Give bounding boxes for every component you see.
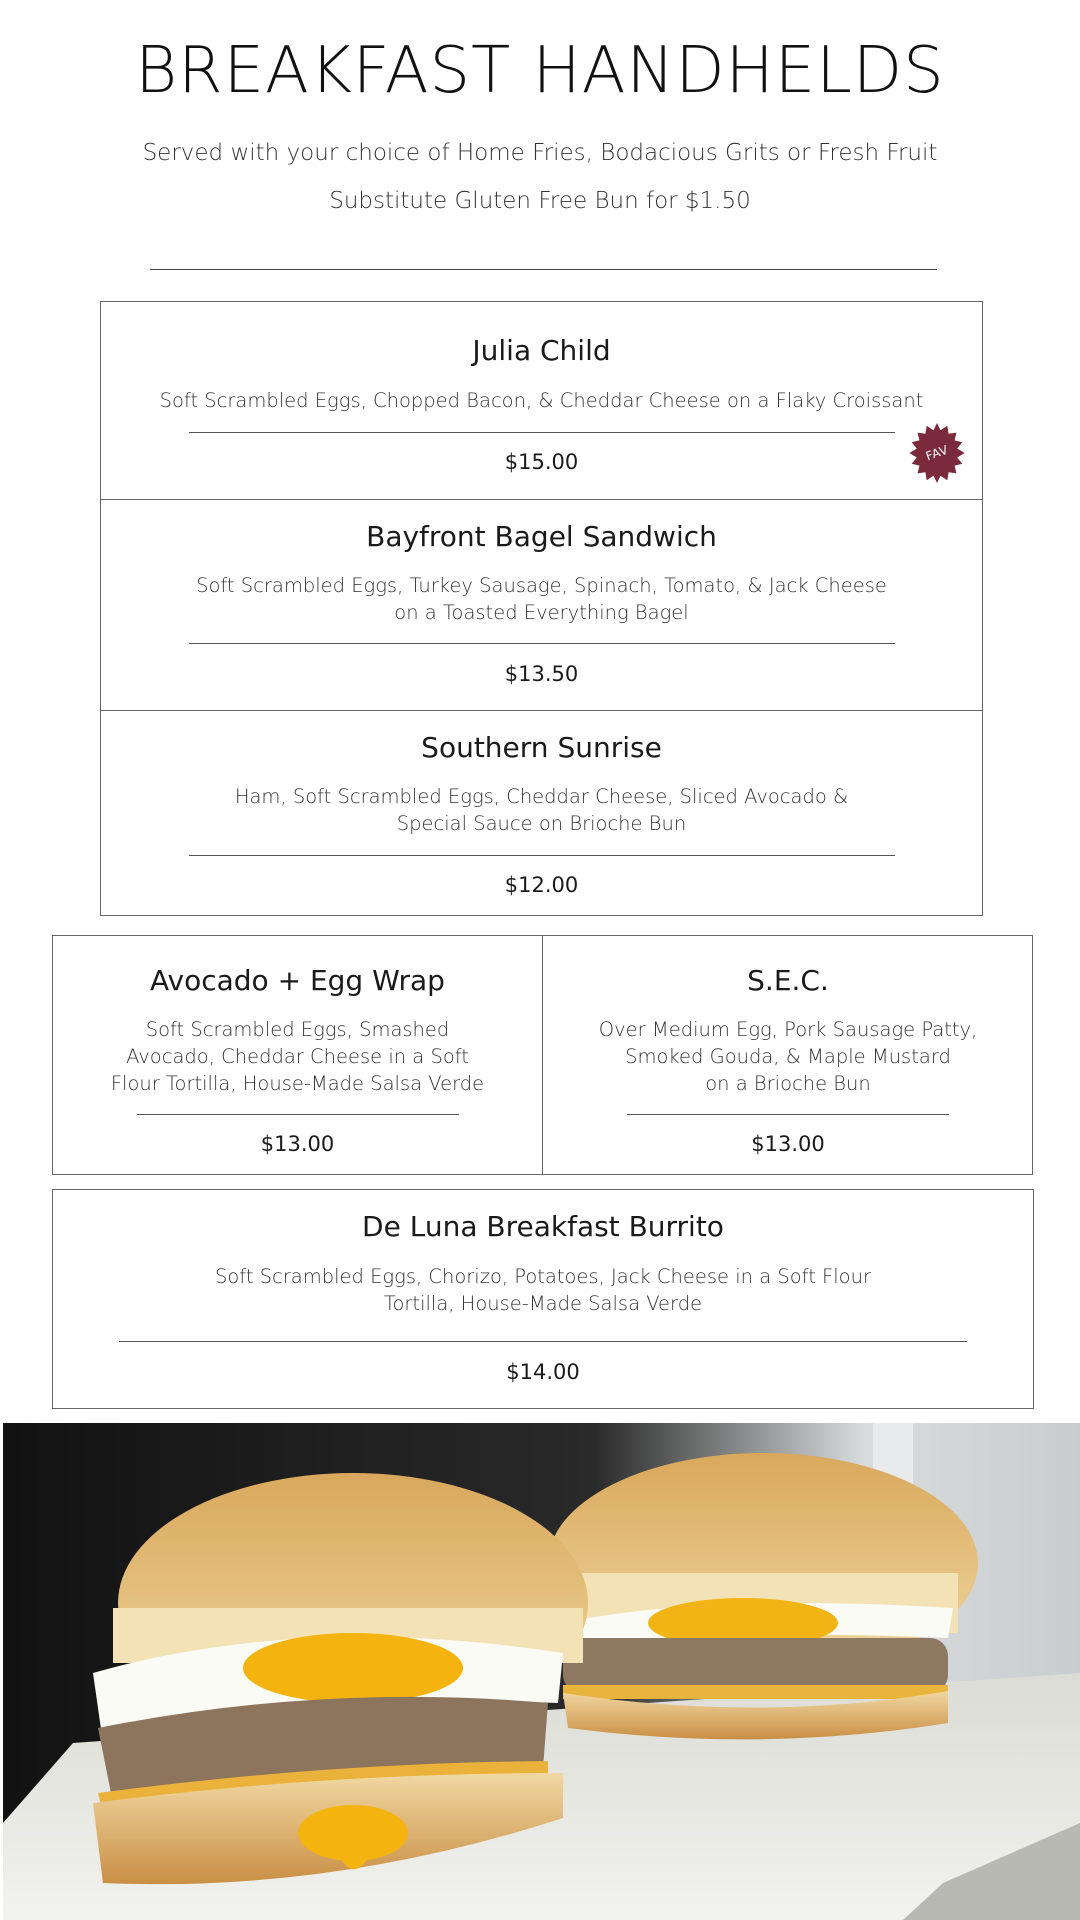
item-price: $14.00 bbox=[506, 1360, 580, 1384]
item-description-line: Soft Scrambled Eggs, Chorizo, Potatoes, Jack Cheese in a Soft Flour bbox=[215, 1265, 871, 1288]
fav-badge bbox=[906, 422, 968, 484]
item-name: Julia Child bbox=[472, 334, 611, 367]
item-rule-wrap bbox=[53, 1341, 1033, 1342]
item-description-line: Soft Scrambled Eggs, Chopped Bacon, & Cheddar Cheese on a Flaky Croissant bbox=[159, 389, 924, 412]
item-price: $15.00 bbox=[504, 450, 579, 474]
item-rule-wrap bbox=[53, 1114, 542, 1115]
item-description-line: Soft Scrambled Eggs, Smashed bbox=[145, 1018, 450, 1041]
item-price-wrap bbox=[543, 1132, 1033, 1156]
item-divider bbox=[101, 710, 982, 711]
item-price-wrap bbox=[53, 1132, 542, 1156]
item-rule bbox=[189, 855, 895, 856]
header-rule bbox=[150, 269, 937, 270]
item-description-line: Special Sauce on Brioche Bun bbox=[396, 812, 687, 835]
menu-item-julia-child bbox=[101, 334, 982, 367]
item-name: Southern Sunrise bbox=[421, 731, 662, 764]
item-description-line: on a Toasted Everything Bagel bbox=[394, 601, 689, 624]
item-rule-wrap bbox=[543, 1114, 1033, 1115]
item-description bbox=[543, 1016, 1033, 1097]
item-divider bbox=[101, 499, 982, 500]
item-description bbox=[53, 1263, 1033, 1317]
item-price-wrap bbox=[101, 450, 982, 474]
gluten-free-note: Substitute Gluten Free Bun for $1.50 bbox=[329, 188, 751, 214]
item-rule bbox=[137, 1114, 459, 1115]
item-rule bbox=[189, 432, 895, 433]
item-description bbox=[101, 783, 982, 837]
item-description-line: Flour Tortilla, House-Made Salsa Verde bbox=[110, 1072, 485, 1095]
item-name-wrap bbox=[543, 964, 1033, 997]
item-price: $13.00 bbox=[260, 1132, 335, 1156]
fav-badge-label: FAV bbox=[923, 442, 951, 464]
menu-item-de-luna-burrito bbox=[52, 1189, 1034, 1409]
item-description-line: Ham, Soft Scrambled Eggs, Cheddar Cheese, Sliced Avocado & bbox=[234, 785, 849, 808]
item-price: $13.00 bbox=[751, 1132, 825, 1156]
item-description-line: on a Brioche Bun bbox=[705, 1072, 871, 1095]
item-name: De Luna Breakfast Burrito bbox=[362, 1210, 724, 1243]
item-description-line: Over Medium Egg, Pork Sausage Patty, bbox=[598, 1018, 978, 1041]
item-description-line: Soft Scrambled Eggs, Turkey Sausage, Spinach, Tomato, & Jack Cheese bbox=[196, 574, 887, 597]
item-rule bbox=[119, 1341, 967, 1342]
item-rule bbox=[627, 1114, 949, 1115]
menu-box-pair bbox=[52, 935, 1033, 1175]
sandwich-illustration bbox=[3, 1423, 1080, 1920]
item-description-line: Smoked Gouda, & Maple Mustard bbox=[625, 1045, 951, 1068]
item-name: Bayfront Bagel Sandwich bbox=[366, 520, 717, 553]
page-title: BREAKFAST HANDHELDS bbox=[135, 34, 945, 108]
item-price-wrap bbox=[101, 873, 982, 897]
item-name: Avocado + Egg Wrap bbox=[150, 964, 445, 997]
menu-item-southern-sunrise bbox=[101, 731, 982, 764]
item-rule-wrap bbox=[101, 855, 982, 856]
item-description bbox=[101, 387, 982, 414]
menu-item-avocado-egg-wrap bbox=[53, 936, 542, 1174]
item-price-wrap bbox=[101, 662, 982, 686]
item-rule bbox=[189, 643, 895, 644]
menu-item-sec bbox=[543, 936, 1033, 1174]
item-description bbox=[101, 572, 982, 626]
item-rule-wrap bbox=[101, 643, 982, 644]
item-description bbox=[53, 1016, 542, 1097]
menu-item-bayfront-bagel bbox=[101, 520, 982, 553]
item-name-wrap bbox=[53, 1210, 1033, 1243]
item-price: $13.50 bbox=[504, 662, 579, 686]
item-price: $12.00 bbox=[504, 873, 579, 897]
item-rule-wrap bbox=[101, 432, 982, 433]
item-price-wrap bbox=[53, 1360, 1033, 1384]
item-description-line: Tortilla, House-Made Salsa Verde bbox=[383, 1292, 703, 1315]
sides-note: Served with your choice of Home Fries, Bodacious Grits or Fresh Fruit bbox=[142, 140, 938, 166]
breakfast-sandwich-photo bbox=[3, 1423, 1080, 1920]
item-name-wrap bbox=[53, 964, 542, 997]
menu-box-main bbox=[100, 301, 983, 916]
item-description-line: Avocado, Cheddar Cheese in a Soft bbox=[126, 1045, 469, 1068]
item-name: S.E.C. bbox=[747, 964, 829, 997]
